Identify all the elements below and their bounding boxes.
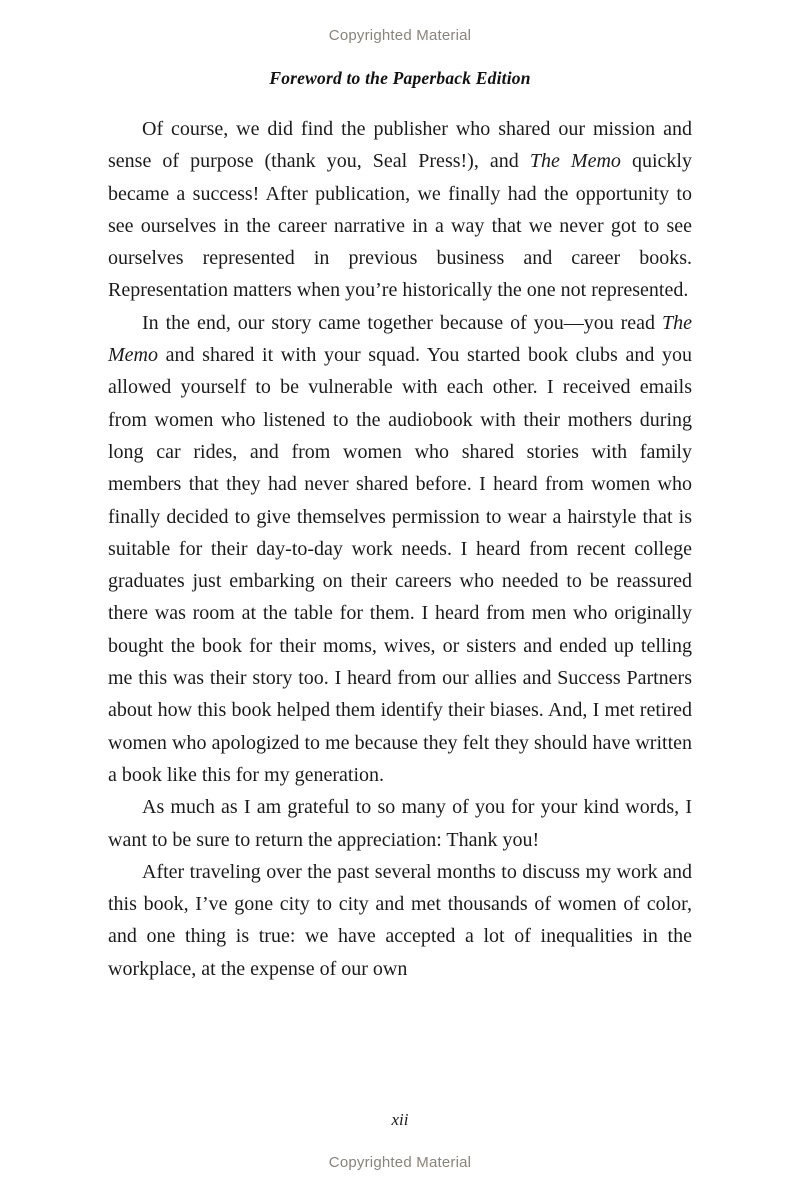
- page-body: [108, 113, 692, 985]
- paragraph: [108, 307, 692, 791]
- copyright-notice-top: Copyrighted Material: [328, 27, 472, 44]
- text-run: After traveling over the past several months to discuss my work and this book, I’ve gone city to city and met thousands of women of color, and one thing is true: we have accepted a lot of inequalities in the workplace, at the expense of our own: [108, 860, 692, 980]
- paragraph: [108, 113, 692, 307]
- text-run: In the end, our story came together because of you—you read: [142, 311, 662, 334]
- text-run: and shared it with your squad. You started book clubs and you allowed yourself to be vulnerable with each other. I received emails from women who listened to the audiobook with their mothers during long car rides, and from women who shared stories with family members that they had never shared before. I heard from women who finally decided to give themselves permission to wear a hairstyle that is suitable for their day-to-day work needs. I heard from recent college graduates just embarking on their careers who needed to be reassured there was room at the table for them. I heard from men who originally bought the book for their moms, wives, or sisters and ended up telling me this was their story too. I heard from our allies and Success Partners about how this book helped them identify their biases. And, I met retired women who apologized to me because they felt they should have written a book like this for my generation.: [108, 344, 692, 786]
- copyright-notice-bottom: Copyrighted Material: [328, 1154, 472, 1171]
- text-run: As much as I am grateful to so many of you for your kind words, I want to be sure to return the appreciation: Thank you!: [108, 796, 692, 851]
- italic-text-run: The Memo: [108, 311, 692, 367]
- chapter-title: Foreword to the Paperback Edition: [269, 68, 531, 88]
- text-run: quickly became a success! After publication, we finally had the opportunity to see ourselves in the career narrative in a way that we never got to see ourselves represented in previous business and career books. Representation matters when you’re historically the one not represented.: [108, 150, 692, 302]
- text-run: Of course, we did find the publisher who shared our mission and sense of purpose (thank you, Seal Press!), and: [108, 118, 692, 173]
- paragraph: [108, 856, 692, 985]
- paragraph: [108, 791, 692, 856]
- italic-text-run: The Memo: [529, 150, 621, 173]
- page-number: xii: [391, 1110, 409, 1129]
